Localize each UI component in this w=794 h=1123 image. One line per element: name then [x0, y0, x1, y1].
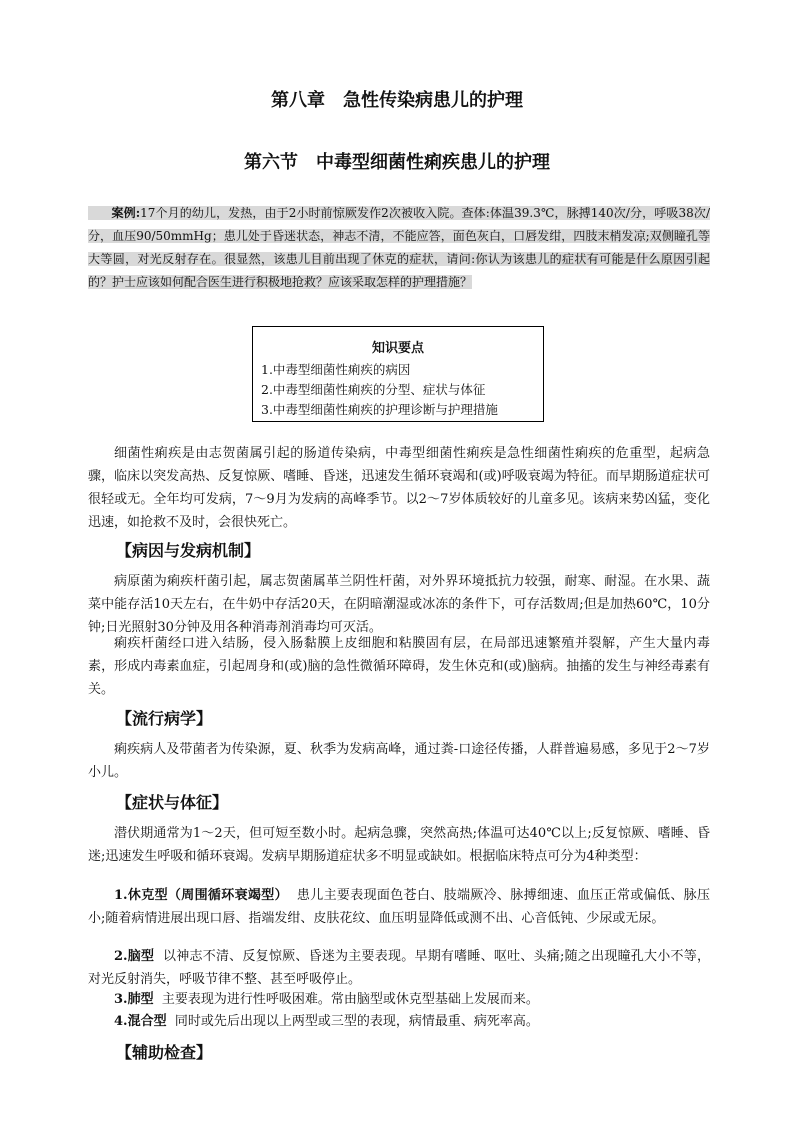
- type-lung-label: 3.肺型: [114, 992, 154, 1007]
- case-label: 案例:: [111, 206, 141, 220]
- type-mixed-label: 4.混合型: [114, 1014, 167, 1029]
- type-brain-text: 以神志不清、反复惊厥、昏迷为主要表现。早期有嗜睡、呕吐、头痛;随之出现瞳孔大小不等，对光反射消失，呼吸节律不整、甚至呼吸停止。: [88, 949, 710, 987]
- section-title: 第六节 中毒型细菌性痢疾患儿的护理: [244, 152, 550, 173]
- type-shock: [88, 884, 710, 930]
- knowledge-item: 2.中毒型细菌性痢疾的分型、症状与体征: [261, 382, 486, 397]
- type-brain-label: 2.脑型: [114, 949, 155, 964]
- intro-paragraph: 细菌性痢疾是由志贺菌属引起的肠道传染病，中毒型细菌性痢疾是急性细菌性痢疾的危重型，起病急骤，临床以突发高热、反复惊厥、嗜睡、昏迷，迅速发生循环衰竭和(或)呼吸衰竭为特征。而早期肠道症状可很轻或无。全年均可发病，7～9月为发病的高峰季节。以2～7岁体质较好的儿童多见。该病来势凶猛，变化迅速，如抢救不及时，会很快死亡。: [88, 446, 710, 530]
- type-shock-label: 1.休克型（周围循环衰竭型）: [114, 888, 288, 903]
- epidemiology-paragraph: 痢疾病人及带菌者为传染源，夏、秋季为发病高峰，通过粪-口途径传播，人群普遍易感，多见于2～7岁小儿。: [88, 742, 710, 780]
- type-mixed: [88, 1010, 710, 1033]
- etiology-paragraph-2: 痢疾杆菌经口进入结肠，侵入肠黏膜上皮细胞和粘膜固有层，在局部迅速繁殖并裂解，产生大量内毒素，形成内毒素血症，引起周身和(或)脑的急性微循环障碍，发生休克和(或)脑病。抽搐的发生与神经毒素有关。: [88, 636, 710, 697]
- type-brain: [88, 945, 710, 991]
- knowledge-box-title: 知识要点: [371, 341, 424, 356]
- type-shock-text: 患儿主要表现面色苍白、肢端厥冷、脉搏细速、血压正常或偏低、脉压小;随着病情进展出现口唇、指端发绀、皮肤花纹、血压明显降低或测不出、心音低钝、少尿或无尿。: [88, 888, 711, 926]
- type-mixed-text: 同时或先后出现以上两型或三型的表现，病情最重、病死率高。: [174, 1014, 539, 1029]
- knowledge-item: 3.中毒型细菌性痢疾的护理诊断与护理措施: [261, 402, 498, 417]
- chapter-title: 第八章 急性传染病患儿的护理: [271, 90, 523, 111]
- heading-symptoms: 【症状与体征】: [116, 793, 229, 812]
- symptoms-paragraph: 潜伏期通常为1～2天，但可短至数小时。起病急骤，突然高热;体温可达40℃以上;反复惊厥、嗜睡、昏迷;迅速发生呼吸和循环衰竭。发病早期肠道症状多不明显或缺如。根据临床特点可分为4种类型：: [88, 826, 710, 864]
- heading-epidemiology: 【流行病学】: [116, 709, 213, 728]
- heading-etiology: 【病因与发病机制】: [116, 541, 261, 560]
- type-lung: [88, 988, 710, 1011]
- etiology-paragraph-1: 病原菌为痢疾杆菌引起，属志贺菌属革兰阴性杆菌，对外界环境抵抗力较强，耐寒、耐湿。在水果、蔬菜中能存活10天左右，在牛奶中存活20天，在阴暗潮湿或冰冻的条件下，可存活数周;但是加热60℃，10分钟;日光照射30分钟及用各种消毒剂消毒均可灭活。: [88, 574, 710, 635]
- case-text: 17个月的幼儿，发热，由于2小时前惊厥发作2次被收入院。查体:体温39.3℃，脉搏140次/分，呼吸38次/分，血压90/50mmHg；患儿处于昏迷状态，神志不清，不能应答，面色灰白，口唇发绀，四肢末梢发凉;双侧瞳孔等大等圆，对光反射存在。很显然，该患儿目前出现了休克的症状，请问:你认为该患儿的症状有可能是什么原因引起的？护士应该如何配合医生进行积极地抢救？应该采取怎样的护理措施？: [88, 206, 710, 289]
- heading-exam: 【辅助检查】: [116, 1043, 213, 1062]
- knowledge-box: [252, 326, 544, 422]
- knowledge-item: 1.中毒型细菌性痢疾的病因: [261, 362, 411, 377]
- type-lung-text: 主要表现为进行性呼吸困难。常由脑型或休克型基础上发展而来。: [161, 992, 539, 1007]
- case-study: [88, 202, 710, 294]
